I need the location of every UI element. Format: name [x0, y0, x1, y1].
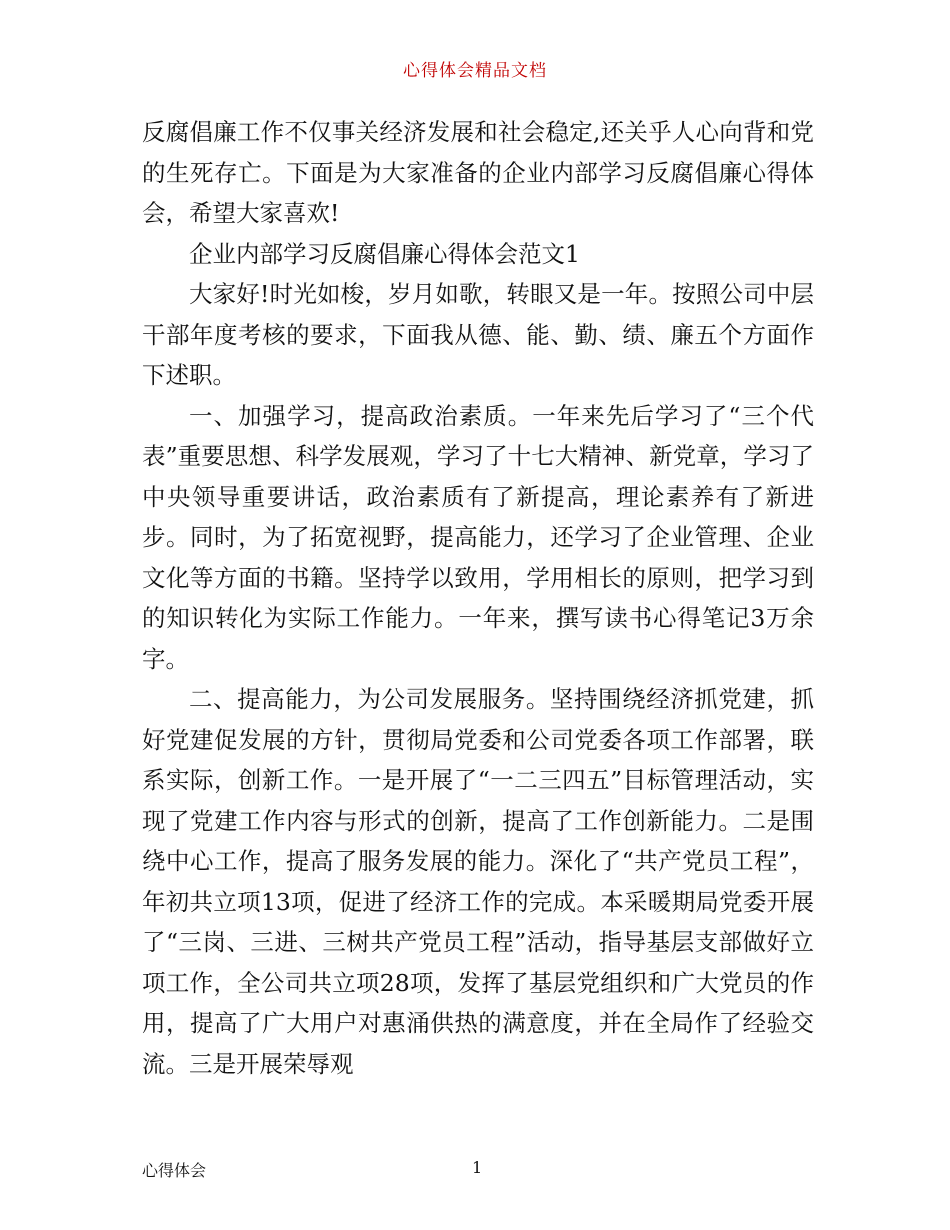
- section-title: 企业内部学习反腐倡廉心得体会范文1: [189, 239, 580, 268]
- footer-label: 心得体会: [142, 1161, 207, 1180]
- page-header-title: 心得体会精品文档: [403, 61, 547, 81]
- page-number: 1: [472, 1158, 483, 1177]
- ability-paragraph: 二、提高能力，为公司发展服务。坚持围绕经济抓党建，抓好党建促发展的方针，贯彻局党委和公司党委各项工作部署，联系实际，创新工作。一是开展了“一二三四五”目标管理活动，实现了党建工作内容与形式的创新，提高了工作创新能力。二是围绕中心工作，提高了服务发展的能力。深化了“共产党员工程”，年初共立项13项，促进了经济工作的完成。本采暖期局党委开展了“三岗、三进、三树共产党员工程”活动，指导基层支部做好立项工作，全公司共立项28项，发挥了基层党组织和广大党员的作用，提高了广大用户对惠涌供热的满意度，并在全局作了经验交流。三是开展荣辱观: [142, 685, 814, 1078]
- document-body: [142, 112, 814, 1084]
- intro-paragraph: 反腐倡廉工作不仅事关经济发展和社会稳定,还关乎人心向背和党的生死存亡。下面是为大家准备的企业内部学习反腐倡廉心得体会，希望大家喜欢!: [142, 118, 814, 227]
- greeting-paragraph: 大家好!时光如梭，岁月如歌，转眼又是一年。按照公司中层干部年度考核的要求，下面我从德、能、勤、绩、廉五个方面作下述职。: [142, 280, 814, 389]
- study-paragraph: 一、加强学习，提高政治素质。一年来先后学习了“三个代表”重要思想、科学发展观，学习了十七大精神、新党章，学习了中央领导重要讲话，政治素质有了新提高，理论素养有了新进步。同时，为了拓宽视野，提高能力，还学习了企业管理、企业文化等方面的书籍。坚持学以致用，学用相长的原则，把学习到的知识转化为实际工作能力。一年来，撰写读书心得笔记3万余字。: [142, 401, 814, 673]
